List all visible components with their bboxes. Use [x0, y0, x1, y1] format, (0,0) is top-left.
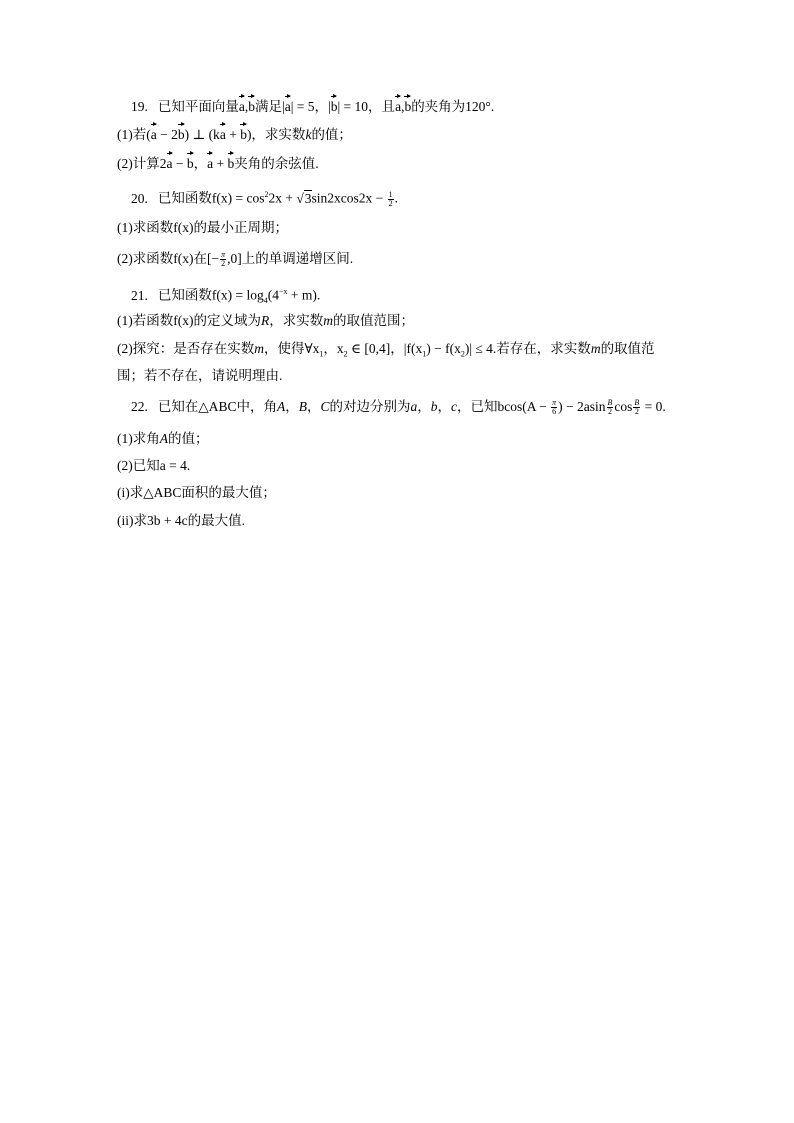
q22-part2-i: (i)求△ABC面积的最大值；: [117, 485, 276, 500]
q19-part1: (1)若(a − 2b) ⊥ (ka + b)，求实数k的值；: [117, 127, 352, 142]
q21-number: 21.: [131, 287, 148, 303]
q19-part2: (2)计算2a − b，a + b夹角的余弦值.: [117, 156, 319, 171]
q19-stem: 19. 已知平面向量a,b满足|a| = 5，|b| = 10，且a,b的夹角为120°.: [131, 99, 495, 114]
q22-part2: (2)已知a = 4.: [117, 458, 191, 473]
vector-a: a: [238, 99, 245, 114]
q20-number: 20.: [131, 190, 148, 206]
q21-part2: (2)探究：是否存在实数m，使得$\forall x_1$，$x_2$ ∈ [0,4]，$|f(x_1) - f(x_2)| \le 4$.若存在，求实数m的取值范: [117, 341, 655, 359]
fraction-one-half: $\frac{1}{2}$: [388, 189, 393, 208]
vector-b: b: [248, 99, 255, 114]
q22-part2-ii: (ii)求3b + 4c的最大值.: [117, 513, 245, 528]
q20-part1: (1)求函数f(x)的最小正周期；: [117, 220, 288, 235]
q22-number: 22.: [131, 399, 148, 414]
q19-number: 19.: [131, 99, 148, 114]
fraction-pi-over-6: $\frac{\pi}{6}$: [552, 398, 557, 417]
q21-stem: 21. 已知函数$f(x) = \log_4(4^{-x} + m)$.: [131, 287, 321, 306]
fraction-pi-over-2: $\frac{\pi}{2}$: [221, 250, 226, 269]
q22-stem: 22. 已知在△ABC中，角A，B，C的对边分别为a，b，c，已知bcos(A − $\frac{\pi}{6}$ ) − 2asin $\frac{B}{2}$ cos $\frac{B}{2}$ = 0.: [131, 398, 666, 417]
q21-part2-line2: 围；若不存在，请说明理由.: [117, 368, 283, 383]
q22-part1: (1)求角A的值；: [117, 431, 209, 446]
fraction-b-over-2: $\frac{B}{2}$: [634, 398, 640, 417]
sqrt-symbol: √3: [296, 190, 312, 206]
q20-stem: 20. 已知函数$f(x) = \cos^22x + √3\sin 2xcos2x$ − $\frac{1}{2}$ .: [131, 189, 399, 208]
fraction-b-over-2: $\frac{B}{2}$: [607, 398, 613, 417]
q20-part2: (2)求函数f(x)在[− $\frac{\pi}{2}$ ,0]上的单调递增区间.: [117, 250, 354, 269]
q21-part1: (1)若函数f(x)的定义域为R，求实数m的取值范围；: [117, 313, 414, 328]
